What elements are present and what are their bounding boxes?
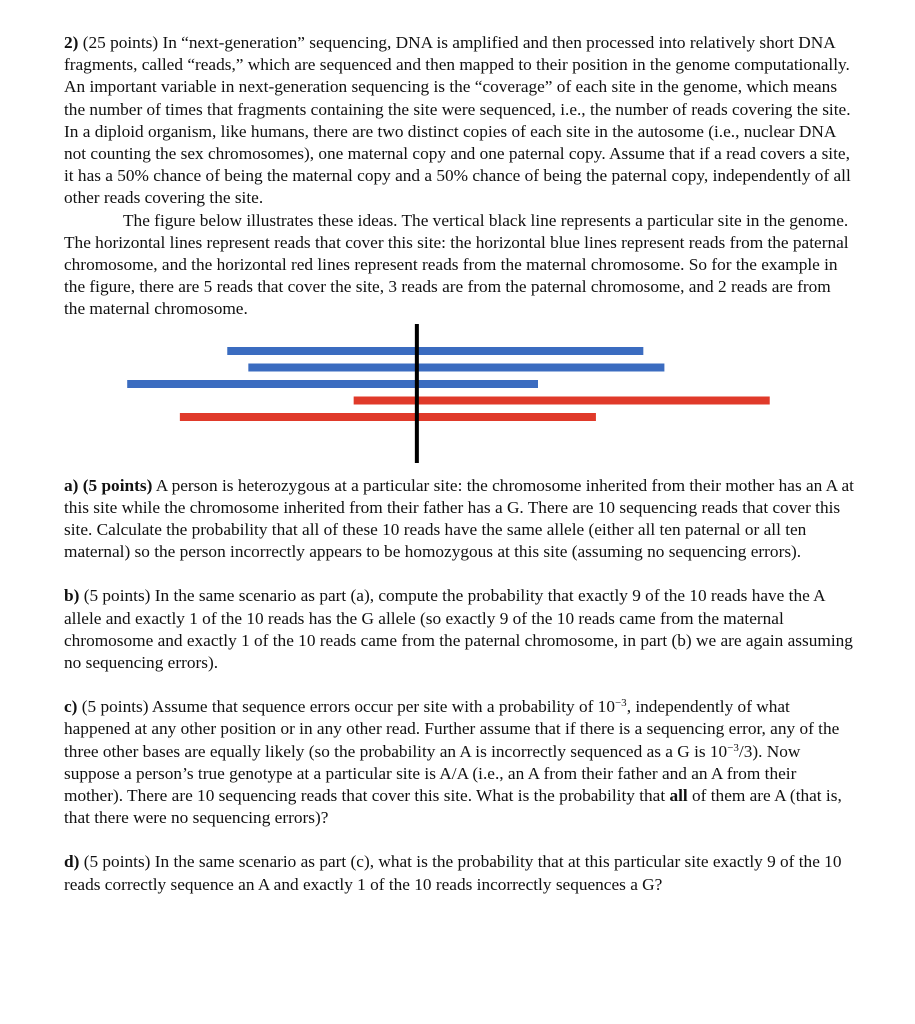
part-c-points: (5 points) xyxy=(81,697,149,717)
part-b-text: In the same scenario as part (a), compute the probability that exactly 9 of the 10 reads have the A allele and exactly 1 of the 10 reads has the G allele (so exactly 9 of the 10 reads came from the maternal chromosome and exactly 1 of the 10 reads came from the paternal chromosome, in part (b) we are again assuming no sequencing errors). xyxy=(64,586,853,673)
question-points: (25 points) xyxy=(82,33,159,52)
part-c xyxy=(64,696,854,829)
part-d-text: In the same scenario as part (c), what is the probability that at this particular site exactly 9 of the 10 reads correctly sequence an A and exactly 1 of the 10 reads incorrectly sequences a G? xyxy=(64,852,842,894)
reads-diagram xyxy=(64,321,854,475)
part-c-text-3: /3). Now suppose a person’s true genotype at a particular site is A/A (i.e., an A from their father and an A from their mother). There are 10 sequencing reads that cover this site. What is the probability that xyxy=(64,741,801,806)
part-c-exponent-1: −3 xyxy=(614,697,627,710)
part-d xyxy=(64,851,854,895)
part-c-text-4: of them are A (that is, that there were no sequencing errors)? xyxy=(64,786,842,828)
part-a-text: A person is heterozygous at a particular site: the chromosome inherited from their mother has an A at this site while the chromosome inherited from their father has a G. There are 10 sequencing reads that cover this site. Calculate the probability that all of these 10 reads have the same allele (either all ten paternal or all ten maternal) so the person incorrectly appears to be homozygous at this site (assuming no sequencing errors). xyxy=(64,475,854,562)
question-number: 2) xyxy=(64,33,79,52)
question-intro xyxy=(64,32,854,210)
part-c-label: c) xyxy=(64,697,78,717)
part-d-points: (5 points) xyxy=(83,852,151,872)
reads-figure xyxy=(64,321,854,475)
figure-description: The figure below illustrates these ideas. The vertical black line represents a particular site in the genome. The horizontal lines represent reads that cover this site: the horizontal blue lines represent reads from the paternal chromosome, and the horizontal red lines represent reads from the maternal chromosome. So for the example in the figure, there are 5 reads that cover the site, 3 reads are from the paternal chromosome, and 2 reads are from the maternal chromosome. xyxy=(64,210,849,319)
part-a xyxy=(64,475,854,564)
question-intro-text: In “next-generation” sequencing, DNA is amplified and then processed into relatively short DNA fragments, called “reads,” which are sequenced and then mapped to their position in the genome computationally. An important variable in next-generation sequencing is the “coverage” of each site in the genome, which means the number of times that fragments containing the site were sequenced, i.e., the number of reads covering the site. In a diploid organism, like humans, there are two distinct copies of each site in the autosome (i.e., nuclear DNA not counting the sex chromosomes), one maternal copy and one paternal copy. Assume that if a read covers a site, it has a 50% chance of being the maternal copy and a 50% chance of being the paternal copy, independently of all other reads covering the site. xyxy=(64,33,851,208)
part-c-exponent-2: −3 xyxy=(727,741,739,754)
part-b-label: b) xyxy=(64,586,80,606)
part-a-label: a) (5 points) xyxy=(64,475,153,495)
part-c-emphasis: all xyxy=(669,786,688,806)
part-b xyxy=(64,585,854,674)
part-b-points: (5 points) xyxy=(83,586,151,606)
part-d-label: d) xyxy=(64,852,80,872)
problem-page xyxy=(64,32,854,896)
part-c-text-1: Assume that sequence errors occur per site with a probability of 10 xyxy=(151,697,615,717)
part-c-text-2: , independently of what happened at any other position or in any other read. Further assume that if there is a sequencing error, any of the three other bases are equally likely (so the probability an A is incorrectly sequenced as a G is 10 xyxy=(64,697,840,761)
